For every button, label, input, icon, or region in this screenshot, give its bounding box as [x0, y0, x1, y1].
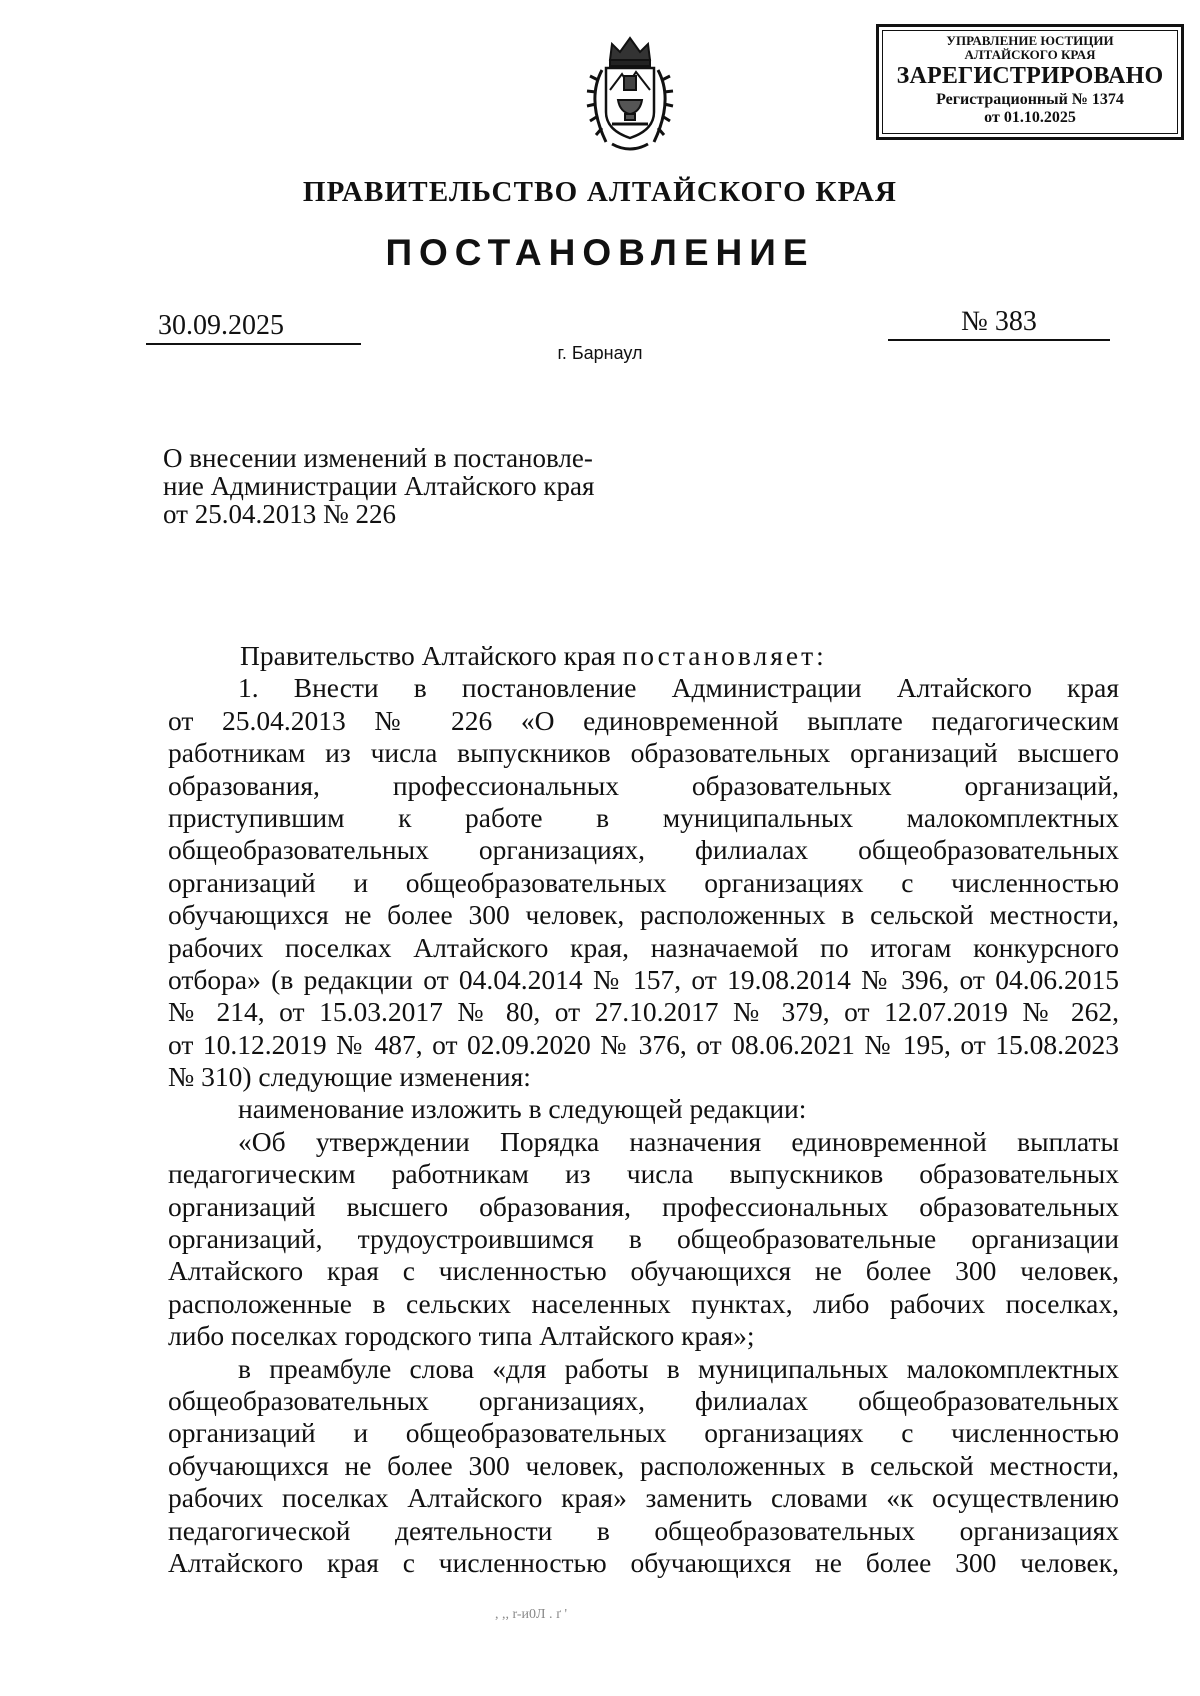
body-line: организаций, трудоустроившимся в общеобразовательные организации [168, 1223, 1119, 1255]
body-line: от 25.04.2013 № 226 «О единовременной выплате педагогическим [168, 704, 1119, 736]
body-intro [168, 640, 1119, 672]
body-line: обучающихся не более 300 человек, расположенных в сельской местности, [168, 1449, 1119, 1481]
subject-line: О внесении изменений в постановле- [163, 443, 593, 473]
body-line: общеобразовательных организациях, филиалах общеобразовательных [168, 1384, 1119, 1416]
document-body [168, 640, 1119, 1579]
body-line: № 214, от 15.03.2017 № 80, от 27.10.2017 № 379, от 12.07.2019 № 262, [168, 996, 1119, 1028]
body-line: Алтайского края с численностью обучающихся не более 300 человек, [168, 1546, 1119, 1578]
document-city: г. Барнаул [557, 343, 643, 363]
document-date: 30.09.2025 [146, 309, 361, 345]
stamp-registration-date: от 01.10.2025 [984, 109, 1076, 126]
intro-verb: постановляет [622, 640, 817, 671]
body-line: «Об утверждении Порядка назначения единовременной выплаты [238, 1125, 1119, 1157]
stamp-authority-line2: АЛТАЙСКОГО КРАЯ [964, 47, 1096, 62]
body-line: приступившим к работе в муниципальных малокомплектных [168, 801, 1119, 833]
body-line: от 10.12.2019 № 487, от 02.09.2020 № 376, от 08.06.2021 № 195, от 15.08.2023 [168, 1028, 1119, 1060]
body-line: в преамбуле слова «для работы в муниципальных малокомплектных [238, 1352, 1119, 1384]
body-line: Алтайского края с численностью обучающихся не более 300 человек, [168, 1255, 1119, 1287]
document-type-title: ПОСТАНОВЛЕНИЕ [385, 232, 815, 273]
body-line: образования, профессиональных образовательных организаций, [168, 769, 1119, 801]
body-line: педагогическим работникам из числа выпускников образовательных [168, 1158, 1119, 1190]
stamp-authority-line1: УПРАВЛЕНИЕ ЮСТИЦИИ [946, 33, 1114, 48]
body-line: организаций высшего образования, профессиональных образовательных [168, 1190, 1119, 1222]
stamp-status: ЗАРЕГИСТРИРОВАНО [896, 63, 1164, 89]
subject-line: ние Администрации Алтайского края [163, 471, 595, 501]
body-line: наименование изложить в следующей редакции: [238, 1093, 807, 1125]
subject-line: от 25.04.2013 № 226 [163, 499, 396, 529]
registration-stamp [876, 24, 1184, 140]
body-line: общеобразовательных организациях, филиалах общеобразовательных [168, 834, 1119, 866]
body-line: рабочих поселках Алтайского края» заменить словами «к осуществлению [168, 1482, 1119, 1514]
issuing-authority: ПРАВИТЕЛЬСТВО АЛТАЙСКОГО КРАЯ [302, 176, 898, 208]
body-line: организаций и общеобразовательных организациях с численностью [168, 1417, 1119, 1449]
scan-artifact-marks: , ,, r-и0Л . ґ ' [495, 1607, 567, 1622]
body-line: рабочих поселках Алтайского края, назначаемой по итогам конкурсного [168, 931, 1119, 963]
coat-of-arms-emblem [572, 30, 688, 158]
body-line: 1. Внести в постановление Администрации Алтайского края [238, 672, 1119, 704]
document-number: № 383 [888, 305, 1110, 341]
body-line: отбора» (в редакции от 04.04.2014 № 157, от 19.08.2014 № 396, от 04.06.2015 [168, 963, 1119, 995]
body-line: № 310) следующие изменения: [168, 1061, 531, 1093]
body-line: организаций и общеобразовательных организациях с численностью [168, 866, 1119, 898]
intro-suffix: : [816, 640, 824, 671]
intro-prefix: Правительство Алтайского края [240, 640, 623, 671]
body-line: работникам из числа выпускников образовательных организаций высшего [168, 737, 1119, 769]
registration-stamp-inner [882, 30, 1178, 134]
body-line: расположенные в сельских населенных пунктах, либо рабочих поселках, [168, 1287, 1119, 1319]
document-subject [163, 444, 663, 528]
stamp-registration-number: Регистрационный № 1374 [936, 91, 1124, 108]
body-line: педагогической деятельности в общеобразовательных организациях [168, 1514, 1119, 1546]
body-line: либо поселках городского типа Алтайского края»; [168, 1320, 755, 1352]
body-line: обучающихся не более 300 человек, расположенных в сельской местности, [168, 899, 1119, 931]
